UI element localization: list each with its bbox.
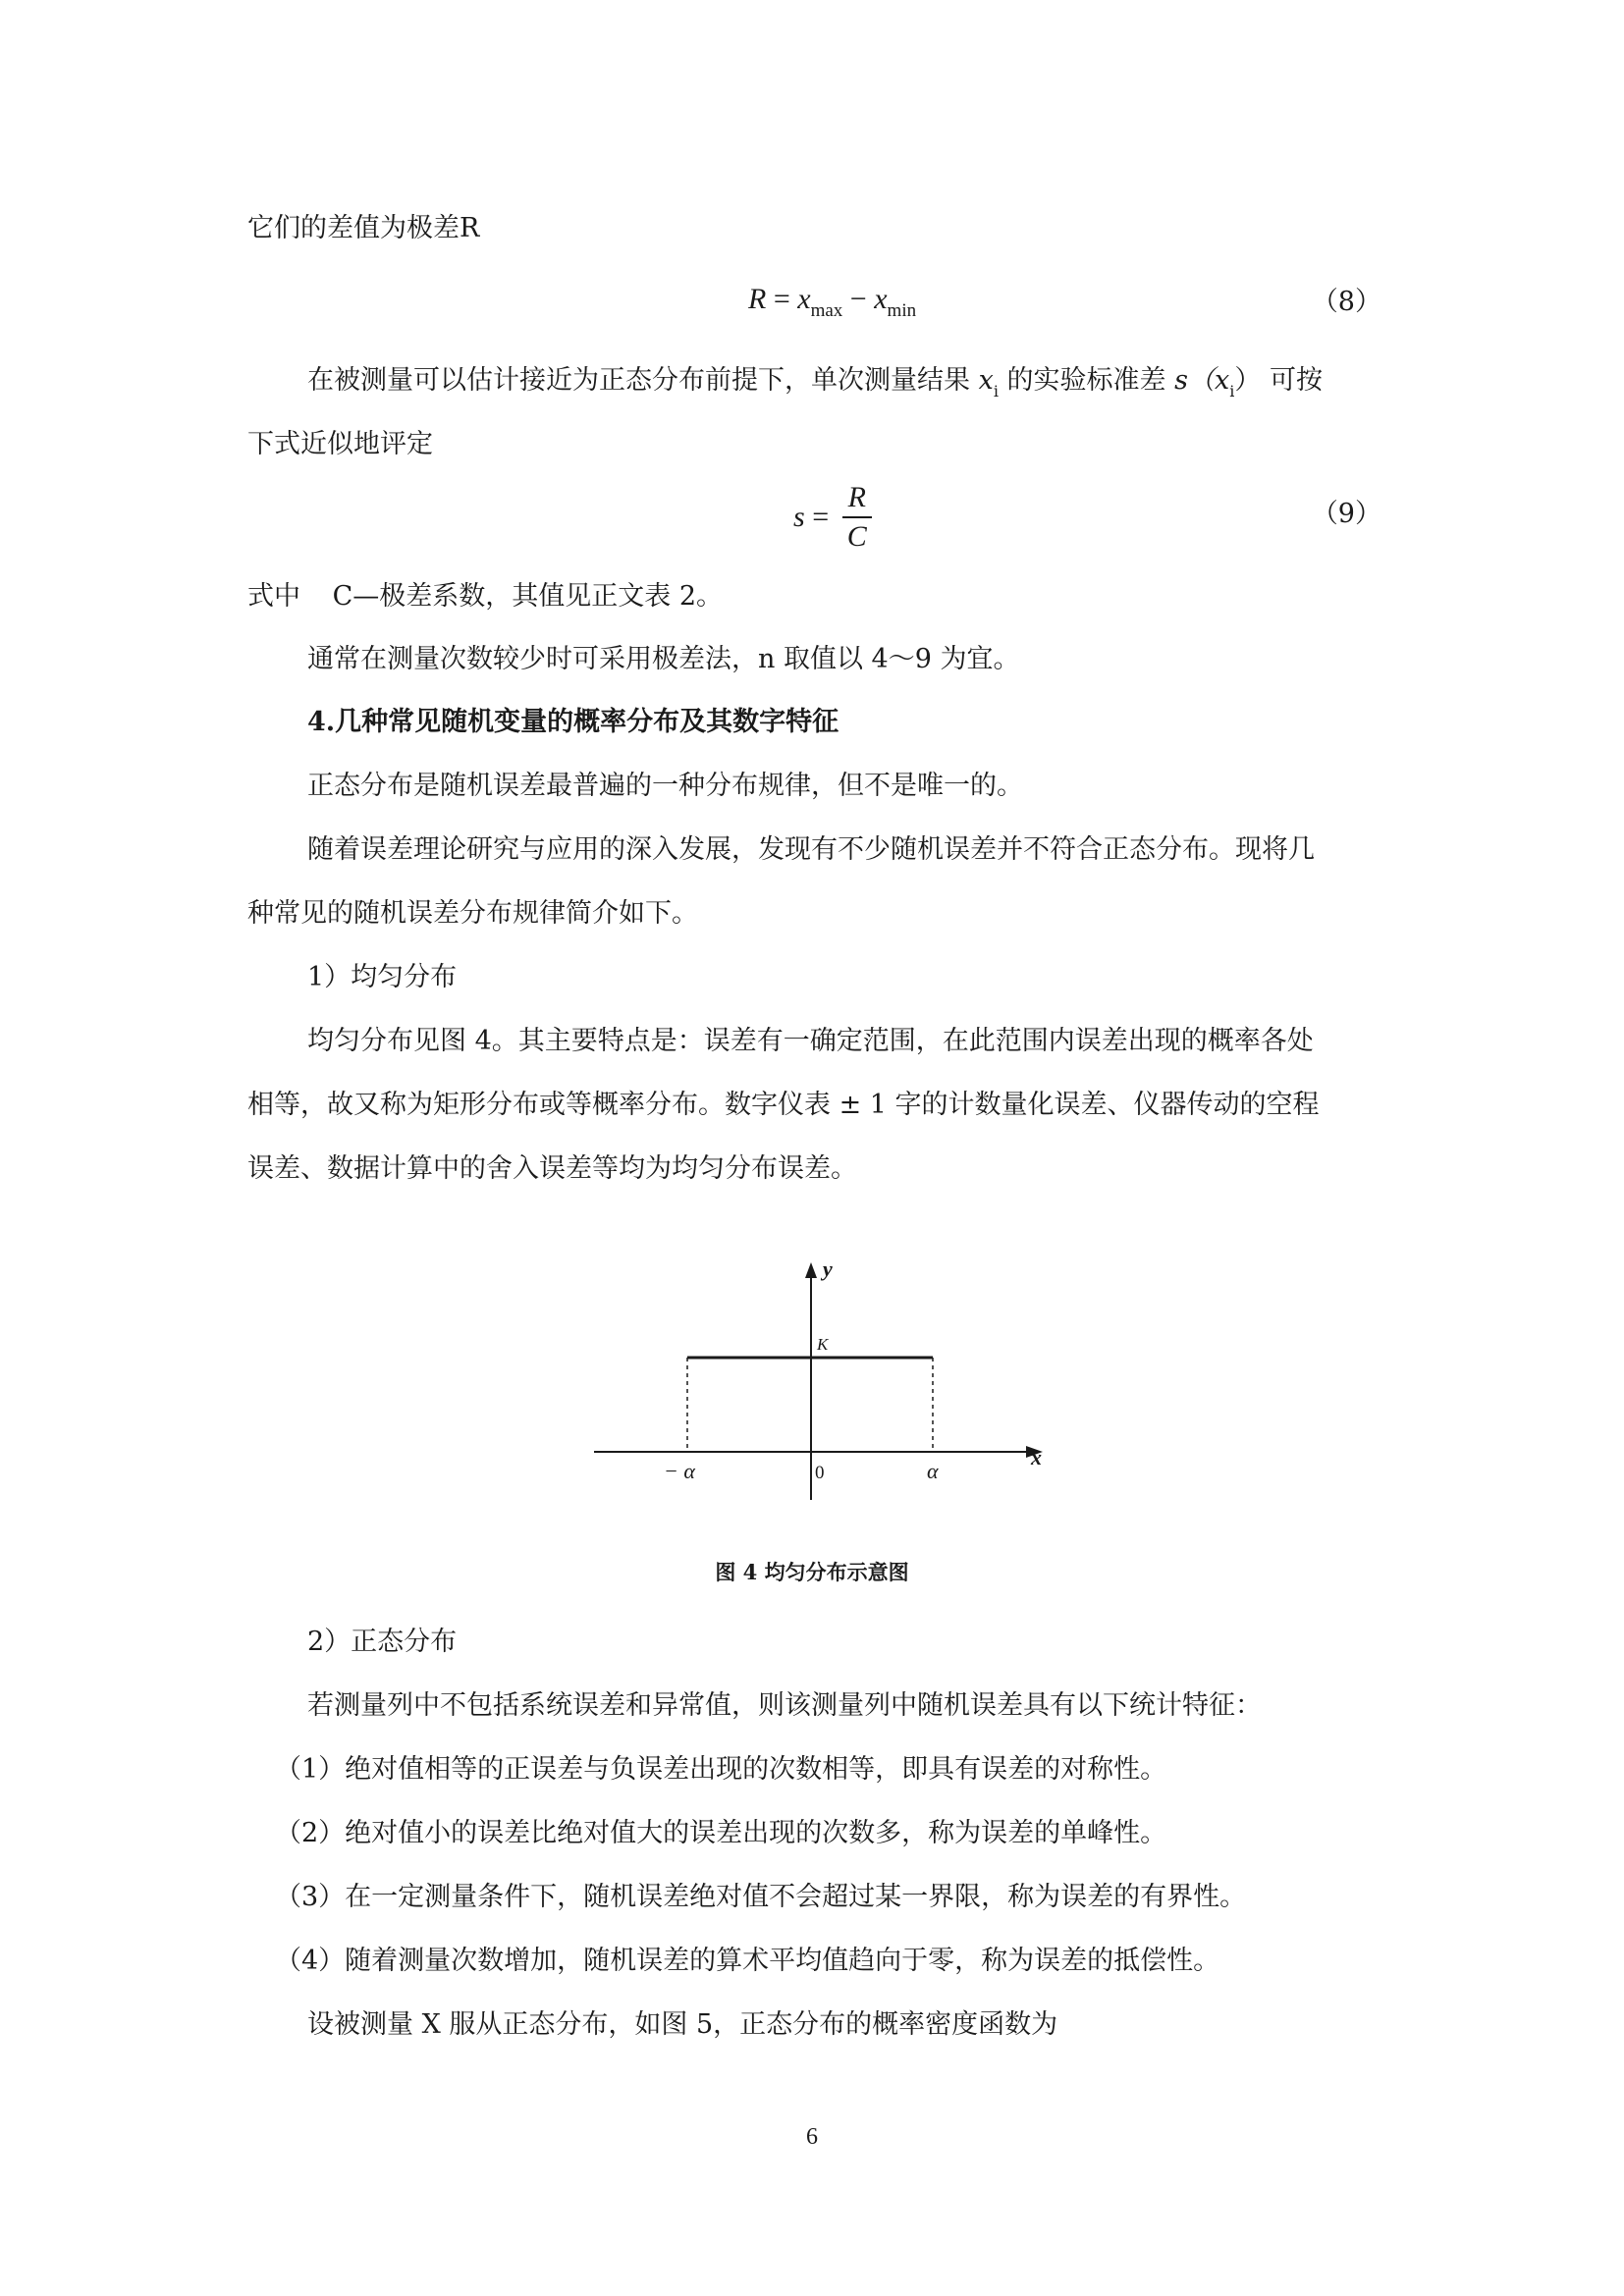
- fraction-denominator: C: [846, 520, 867, 553]
- eq-symbol: x: [797, 283, 811, 315]
- equation-9: [793, 481, 872, 554]
- zero-label: 0: [815, 1463, 825, 1483]
- text-line: 通常在测量次数较少时可采用极差法，n 取值以 4～9 为宜。: [307, 644, 1020, 674]
- eq-symbol: s: [793, 501, 805, 533]
- uniform-distribution-figure: [589, 1256, 1060, 1512]
- text-line: 随着误差理论研究与应用的深入发展，发现有不少随机误差并不符合正态分布。现将几: [307, 834, 1315, 865]
- text-segment: ）: [1234, 365, 1262, 396]
- list-item: （4）随着测量次数增加，随机误差的算术平均值趋向于零，称为误差的抵偿性。: [275, 1946, 1220, 1976]
- equation-number: （8）: [1311, 287, 1381, 317]
- text-segment: 的实验标准差: [1006, 365, 1166, 396]
- eq-subscript: max: [810, 300, 843, 321]
- text-line: 正态分布是随机误差最普遍的一种分布规律，但不是唯一的。: [307, 771, 1023, 801]
- subsection-heading: 2）正态分布: [307, 1627, 458, 1657]
- text-line: 误差、数据计算中的舍入误差等均为均匀分布误差。: [247, 1153, 857, 1184]
- page-number: 6: [806, 2124, 818, 2150]
- fraction-numerator: R: [842, 481, 872, 518]
- subsection-heading: 1）均匀分布: [307, 962, 458, 992]
- eq-operator: −: [849, 283, 867, 315]
- figure-caption: 图 4 均匀分布示意图: [715, 1560, 909, 1584]
- eq-subscript: min: [887, 300, 917, 321]
- text-line: [247, 579, 723, 614]
- text-segment: 可按: [1269, 365, 1323, 396]
- text-line: 均匀分布见图 4。其主要特点是：误差有一确定范围，在此范围内误差出现的概率各处: [307, 1026, 1314, 1056]
- list-item: （2）绝对值小的误差比绝对值大的误差出现的次数多，称为误差的单峰性。: [275, 1818, 1167, 1848]
- y-axis-arrow: [805, 1262, 817, 1278]
- eq-subscript: i: [1229, 382, 1235, 400]
- y-label: y: [823, 1256, 833, 1281]
- text-segment: 在被测量可以估计接近为正态分布前提下，单次测量结果: [307, 365, 970, 396]
- list-item: （3）在一定测量条件下，随机误差绝对值不会超过某一界限，称为误差的有界性。: [275, 1882, 1247, 1912]
- neg-alpha-label: − α: [664, 1459, 695, 1483]
- section-heading: 4.几种常见随机变量的概率分布及其数字特征: [307, 707, 839, 737]
- eq-symbol: R: [748, 283, 767, 315]
- text-line: 若测量列中不包括系统误差和异常值，则该测量列中随机误差具有以下统计特征：: [307, 1690, 1262, 1721]
- equation-number: （9）: [1311, 499, 1381, 529]
- x-label: x: [1031, 1445, 1042, 1469]
- text-line: 相等，故又称为矩形分布或等概率分布。数字仪表 ± 1 字的计数量化误差、仪器传动的空程: [247, 1090, 1320, 1120]
- text-line: 它们的差值为极差R: [247, 213, 480, 243]
- k-label: K: [817, 1335, 829, 1354]
- text-line: 设被测量 X 服从正态分布，如图 5，正态分布的概率密度函数为: [307, 2009, 1058, 2040]
- eq-symbol: s（x: [1174, 365, 1230, 396]
- eq-operator: =: [773, 283, 790, 315]
- list-item: （1）绝对值相等的正误差与负误差出现的次数相等，即具有误差的对称性。: [275, 1754, 1167, 1785]
- fraction: [842, 481, 872, 554]
- equation-8: [748, 283, 917, 321]
- text-segment: 式中: [247, 581, 300, 612]
- eq-symbol: x: [874, 283, 888, 315]
- text-line: 下式近似地评定: [247, 429, 433, 459]
- text-line: 种常见的随机误差分布规律简介如下。: [247, 898, 698, 929]
- eq-operator: =: [812, 501, 830, 533]
- text-segment: C—极差系数，其值见正文表 2。: [332, 581, 724, 612]
- eq-subscript: i: [993, 382, 999, 400]
- text-line: [307, 363, 1323, 401]
- eq-symbol: x: [978, 365, 994, 396]
- pos-alpha-label: α: [927, 1459, 939, 1483]
